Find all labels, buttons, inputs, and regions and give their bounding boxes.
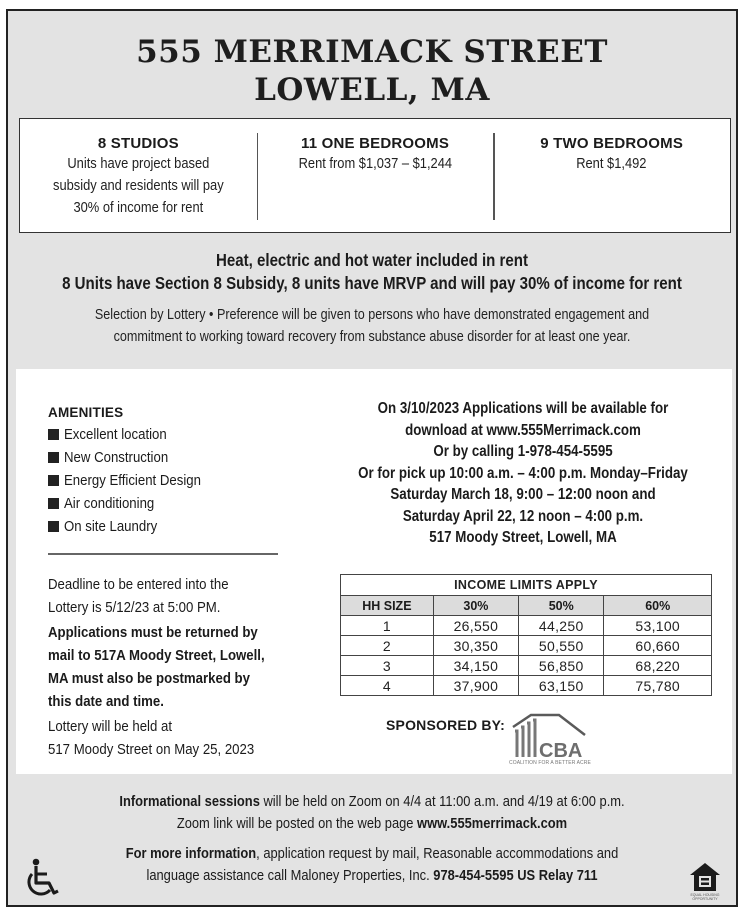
cba-house-icon [509, 713, 609, 761]
table-cell: 1 [341, 616, 434, 636]
equal-housing-house-icon [688, 861, 722, 893]
application-line: Or by calling 1-978-454-5595 [433, 443, 613, 460]
cba-tagline: COALITION FOR A BETTER ACRE [509, 760, 591, 766]
amenity-item [48, 423, 220, 446]
unit-desc [273, 153, 477, 175]
amenity-label: Energy Efficient Design [64, 472, 201, 489]
unit-name: 11 ONE BEDROOMS [300, 135, 450, 152]
square-bullet-icon [48, 521, 59, 532]
equal-housing-icon [688, 861, 722, 901]
table-cell: 30,350 [433, 636, 518, 656]
info-sessions [59, 791, 685, 813]
application-line: 517 Moody Street, Lowell, MA [429, 529, 617, 546]
application-line: download at www.555Merrimack.com [405, 421, 641, 439]
unit-name: 9 TWO BEDROOMS [540, 135, 684, 152]
more-info [59, 843, 685, 865]
column-header: 60% [604, 596, 712, 616]
contact-phone: 978-454-5595 US Relay 711 [433, 867, 598, 884]
info-sessions-text: will be held on Zoom on 4/4 at 11:00 a.m. and 4/19 at 6:00 p.m. [259, 793, 625, 810]
amenity-item [48, 446, 220, 469]
table-cell: 50,550 [519, 636, 604, 656]
deadline-section [48, 573, 318, 761]
table-header-row [341, 596, 712, 616]
cba-logo [509, 713, 609, 773]
zoom-link-text: Zoom link will be posted on the web page [176, 815, 418, 832]
amenity-item [48, 492, 220, 515]
table-cell: 4 [341, 676, 434, 696]
table-row [341, 636, 712, 656]
selection-line: commitment to working toward recovery from substance abuse disorder for at least one year. [113, 328, 631, 345]
contact-text: language assistance call Maloney Properties, Inc. [146, 867, 434, 884]
sponsor-block [386, 713, 609, 773]
sponsor-label: SPONSORED BY: [386, 717, 506, 733]
equal-housing-label: EQUAL HOUSING OPPORTUNITY [690, 893, 720, 901]
zoom-link-note [59, 813, 685, 835]
square-bullet-icon [48, 475, 59, 486]
utilities-included: Heat, electric and hot water included in rent [216, 250, 528, 270]
table-row [341, 656, 712, 676]
table-cell: 26,550 [433, 616, 518, 636]
application-line: On 3/10/2023 Applications will be available for [377, 400, 669, 417]
application-line: Saturday March 18, 9:00 – 12:00 noon and [390, 486, 656, 503]
contact-line [59, 865, 685, 887]
flyer [6, 9, 738, 907]
square-bullet-icon [48, 429, 59, 440]
title-line-2: LOWELL, MA [254, 72, 490, 108]
table-cell: 53,100 [604, 616, 712, 636]
unit-studios [20, 119, 257, 232]
unit-desc-line: 30% of income for rent [73, 199, 204, 216]
table-cell: 56,850 [519, 656, 604, 676]
income-limits-table [340, 574, 712, 696]
info-sessions-bold: Informational sessions [119, 793, 260, 810]
unit-types-box [19, 118, 731, 233]
return-instructions-line: MA must also be postmarked by [48, 670, 250, 687]
more-info-text: , application request by mail, Reasonable accommodations and [256, 845, 619, 862]
website-link[interactable]: www.555merrimack.com [417, 815, 568, 832]
cba-wordmark: CBA [539, 740, 583, 761]
unit-desc-line: Rent $1,492 [576, 155, 647, 172]
return-instructions-line: this date and time. [48, 693, 164, 710]
application-line: Saturday April 22, 12 noon – 4:00 p.m. [402, 507, 644, 525]
details-panel [16, 369, 732, 774]
more-info-bold: For more information [125, 845, 257, 862]
table-caption: INCOME LIMITS APPLY [341, 575, 712, 596]
unit-name: 8 STUDIOS [97, 135, 179, 152]
selection-line: Selection by Lottery • Preference will be given to persons who have demonstrated engagement and [94, 306, 650, 323]
selection-note [66, 304, 678, 348]
title-line-1: 555 MERRIMACK STREET [136, 34, 608, 70]
unit-desc [37, 153, 241, 219]
amenities-heading: AMENITIES [48, 405, 124, 420]
table-cell: 3 [341, 656, 434, 676]
application-line: Or for pick up 10:00 a.m. – 4:00 p.m. Monday–Friday [358, 464, 688, 482]
unit-desc-line: Rent from $1,037 – $1,244 [298, 155, 452, 172]
table-row [341, 676, 712, 696]
table-cell: 75,780 [604, 676, 712, 696]
unit-one-bedrooms [257, 119, 494, 232]
unit-desc-line: Units have project based [67, 155, 210, 172]
amenity-item [48, 469, 220, 492]
return-instructions-line: Applications must be returned by [48, 624, 258, 641]
deadline-line: Lottery is 5/12/23 at 5:00 PM. [48, 599, 221, 616]
table-cell: 34,150 [433, 656, 518, 676]
amenity-label: Excellent location [64, 426, 167, 443]
table-cell: 68,220 [604, 656, 712, 676]
unit-two-bedrooms [493, 119, 730, 232]
column-header: 50% [519, 596, 604, 616]
subsidy-note: 8 Units have Section 8 Subsidy, 8 units have MRVP and will pay 30% of income for rent [62, 273, 682, 293]
footer [8, 791, 736, 887]
utilities-section [8, 249, 736, 348]
square-bullet-icon [48, 498, 59, 509]
table-cell: 63,150 [519, 676, 604, 696]
table-cell: 37,900 [433, 676, 518, 696]
page-title [8, 33, 736, 109]
amenity-label: New Construction [64, 449, 169, 466]
table-row [341, 616, 712, 636]
application-info [328, 398, 718, 549]
deadline-line: Deadline to be entered into the [48, 576, 229, 593]
unit-desc-line: subsidy and residents will pay [53, 177, 224, 194]
unit-desc [510, 153, 714, 175]
return-instructions-line: mail to 517A Moody Street, Lowell, [48, 647, 265, 664]
amenity-item [48, 515, 220, 538]
lottery-line: 517 Moody Street on May 25, 2023 [48, 741, 255, 758]
table-cell: 2 [341, 636, 434, 656]
column-header: 30% [433, 596, 518, 616]
column-header: HH SIZE [341, 596, 434, 616]
square-bullet-icon [48, 452, 59, 463]
wheelchair-icon [25, 857, 61, 899]
table-cell: 44,250 [519, 616, 604, 636]
amenity-label: Air conditioning [64, 495, 155, 512]
table-cell: 60,660 [604, 636, 712, 656]
amenity-label: On site Laundry [64, 518, 158, 535]
divider [48, 553, 278, 555]
amenities-list [48, 423, 220, 538]
lottery-line: Lottery will be held at [48, 718, 173, 735]
